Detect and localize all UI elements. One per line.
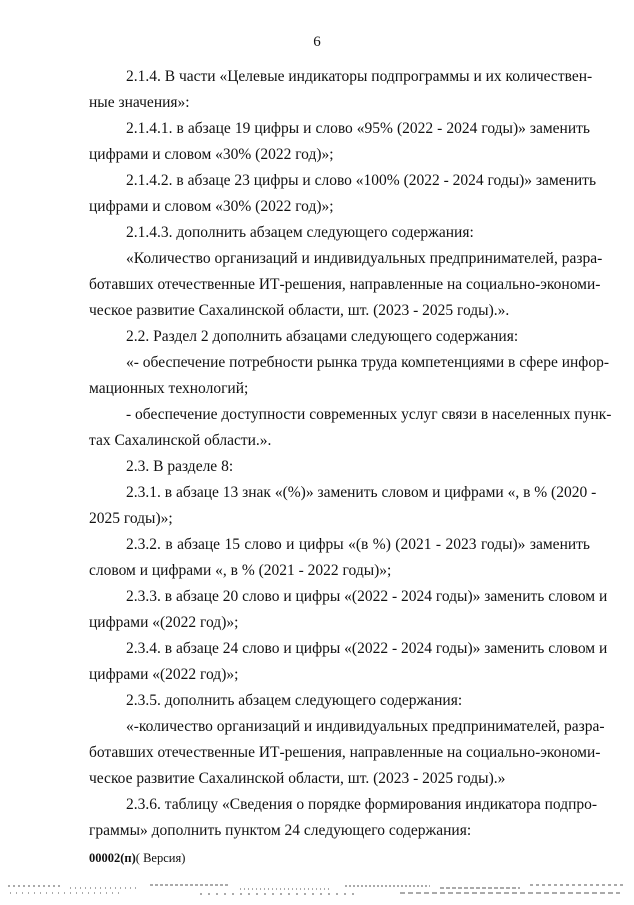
text-line: ческое развитие Сахалинской области, шт. (2023 - 2025 годы).» [89,770,506,787]
text-line: - обеспечение доступности современных услуг связи в населенных пунк- [126,406,612,423]
text-line: цифрами «(2022 год)»; [89,614,239,631]
scan-artifact-strip [0,880,634,900]
text-line: цифрами и словом «30% (2022 год)»; [89,146,334,163]
text-line: 2.1.4.3. дополнить абзацем следующего содержания: [126,224,474,241]
text-line: 2.1.4.1. в абзаце 19 цифры и слово «95% (2022 - 2024 годы)» заменить [126,120,590,137]
text-line: ческое развитие Сахалинской области, шт. (2023 - 2025 годы).». [89,302,510,319]
version-label: ( Версия) [135,851,186,865]
text-line: 2.3.6. таблицу «Сведения о порядке формирования индикатора подпро- [126,796,598,813]
text-line: 2.3.2. в абзаце 15 слово и цифры «(в %) (2021 - 2023 годы)» заменить [126,536,590,553]
text-line: 2.1.4. В части «Целевые индикаторы подпрограммы и их количествен- [126,68,593,85]
page-number: 6 [313,34,321,50]
footer-version [89,851,185,866]
text-line: словом и цифрами «, в % (2021 - 2022 годы)»; [89,562,392,579]
text-line: 2.2. Раздел 2 дополнить абзацами следующего содержания: [126,328,519,345]
text-line: 2.3.3. в абзаце 20 слово и цифры «(2022 - 2024 годы)» заменить словом и [126,588,608,605]
text-line: граммы» дополнить пунктом 24 следующего содержания: [89,822,472,839]
text-line: «-количество организаций и индивидуальных предпринимателей, разра- [126,718,605,735]
text-line: 2.1.4.2. в абзаце 23 цифры и слово «100% (2022 - 2024 годы)» заменить [126,172,597,189]
text-line: ные значения»: [89,94,190,111]
text-line: ботавших отечественные ИТ-решения, направленные на социально-экономи- [89,744,601,761]
text-line: 2.3.1. в абзаце 13 знак «(%)» заменить словом и цифрами «, в % (2020 - [126,484,597,501]
text-line: 2025 годы)»; [89,510,173,527]
text-line: 2.3.4. в абзаце 24 слово и цифры «(2022 - 2024 годы)» заменить словом и [126,640,608,657]
text-line: цифрами и словом «30% (2022 год)»; [89,198,334,215]
text-line: «Количество организаций и индивидуальных предпринимателей, разра- [126,250,603,267]
text-line: ботавших отечественные ИТ-решения, направленные на социально-экономи- [89,276,601,293]
text-line: тах Сахалинской области.». [89,432,272,449]
text-line: «- обеспечение потребности рынка труда компетенциями в сфере инфор- [126,354,609,371]
text-line: 2.3.5. дополнить абзацем следующего содержания: [126,692,463,709]
text-line: цифрами «(2022 год)»; [89,666,239,683]
text-line: 2.3. В разделе 8: [126,458,234,475]
text-line: мационных технологий; [89,380,249,397]
document-code: 00002(п) [89,851,136,865]
